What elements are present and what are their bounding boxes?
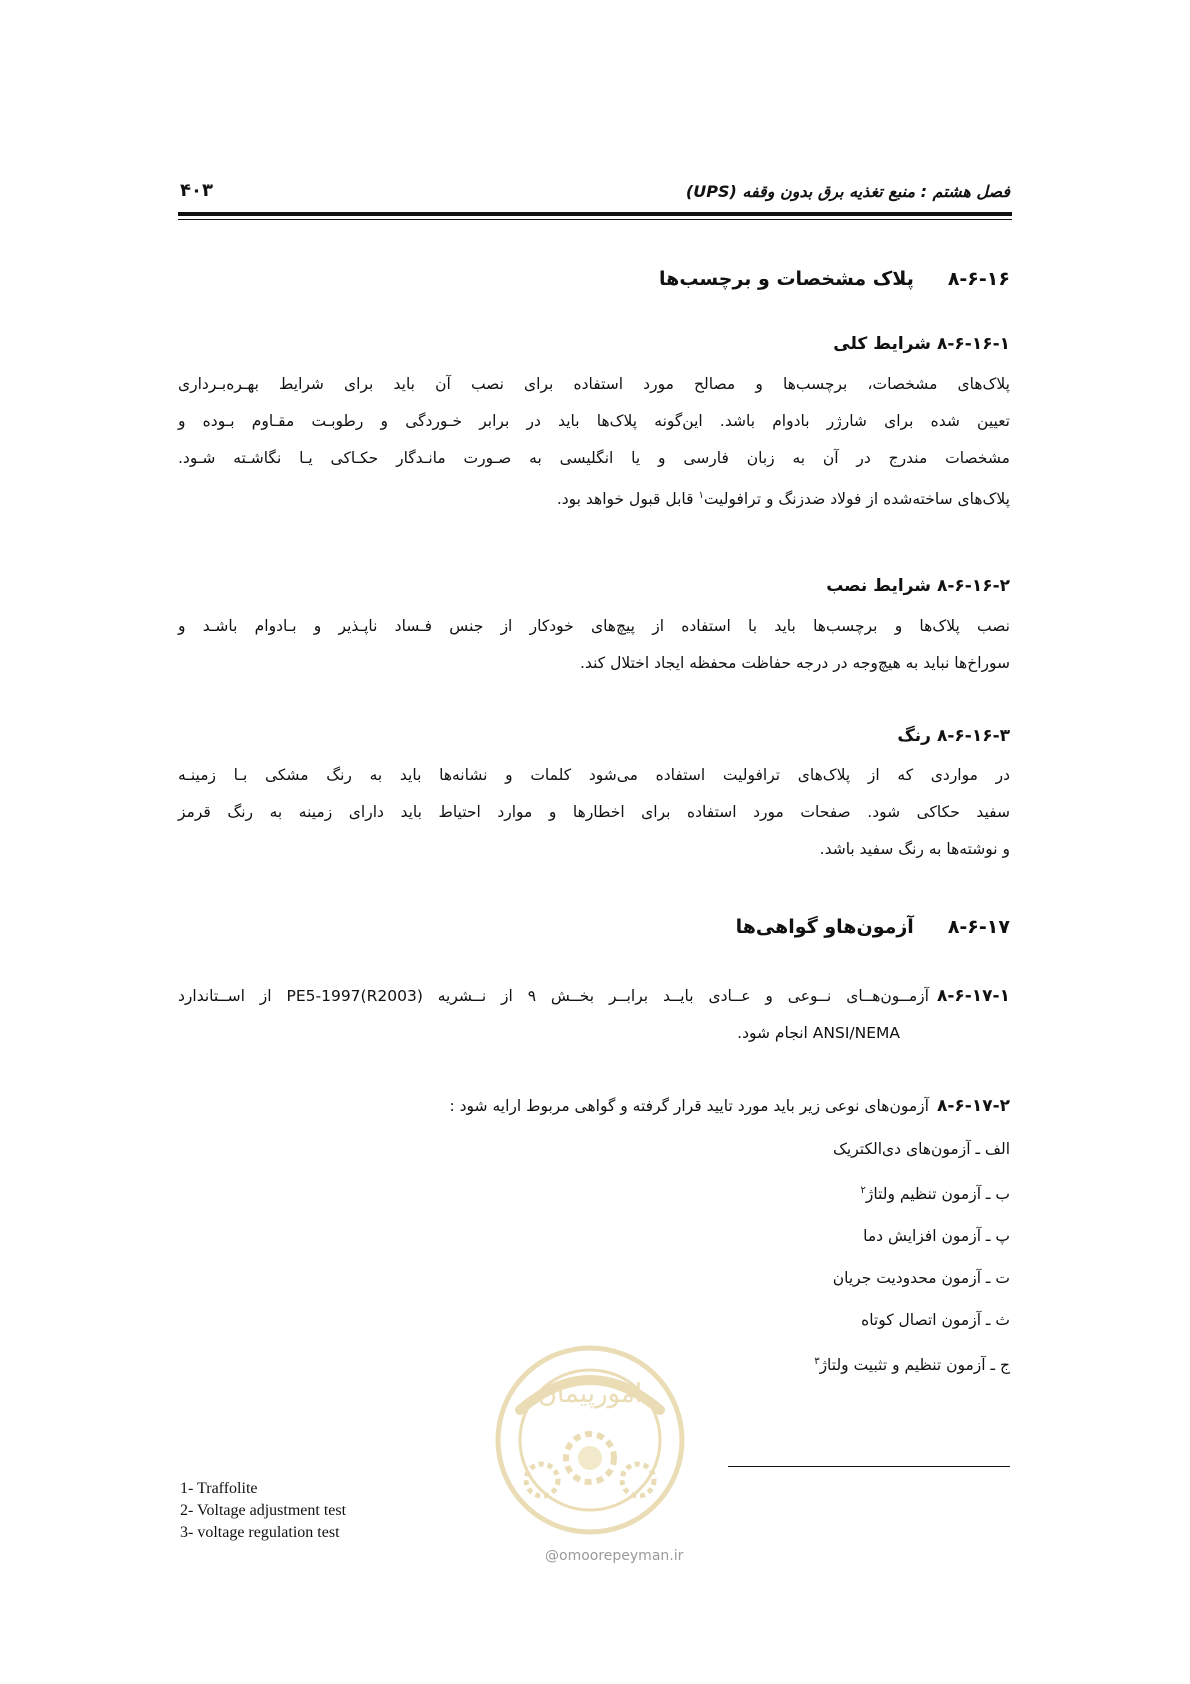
list-item-text: پ ـ آزمون افزایش دما	[863, 1227, 1010, 1246]
list-item	[814, 1257, 1010, 1299]
subsection-number: ۸-۶-۱۶-۳	[936, 726, 1010, 746]
subsection-title: شرایط نصب	[826, 576, 931, 596]
paragraph-line-text: پلاک‌های ساخته‌شده از فولاد ضدزنگ و ترافولیت	[703, 490, 1010, 509]
list-item-text: ت ـ آزمون محدودیت جریان	[832, 1269, 1010, 1288]
subsection-number: ۸-۶-۱۶-۲	[936, 576, 1010, 596]
paragraph-line: سفید حکاکی شود. صفحات مورد استفاده برای اخطارها و موارد احتیاط باید دارای زمینه به رنگ قرمز	[178, 803, 1010, 821]
list-item	[814, 1215, 1010, 1257]
watermark-url: @omoorepeyman.ir	[545, 1548, 684, 1564]
footnote-ref-2: ۲	[860, 1185, 866, 1196]
footnote: 2- Voltage adjustment test	[180, 1502, 347, 1519]
item-17-1	[178, 978, 1010, 1052]
paragraph-line-last	[178, 477, 1010, 518]
list-item-text: ث ـ آزمون اتصال کوتاه	[861, 1311, 1010, 1330]
section-17-heading	[736, 916, 1010, 938]
seal-text: امورپیمان	[537, 1379, 643, 1409]
item-text: آزمــون‌هــای نــوعی و عــادی بایــد برابــر بخــش ۹ از نــشریه (PE5-1997(R2003 از اســتاندارد	[178, 987, 929, 1005]
subsection-16-1-heading	[833, 334, 1010, 354]
paragraph-line: تعیین شده برای شارژر بادوام باشد. این‌گونه پلاک‌ها باید در برابر خـوردگی و رطوبـت مقـاوم بـوده و	[178, 412, 1010, 430]
paragraph-line: مشخصات مندرج در آن به زبان فارسی و یا انگلیسی به صـورت مانـدگار حکـاکی یـا نگاشـته شـود.	[178, 449, 1010, 467]
paragraph-line-end: قابل قبول خواهد بود.	[556, 490, 699, 509]
item-number: ۸-۶-۱۷-۱	[936, 986, 1010, 1006]
footnote: 1- Traffolite	[180, 1480, 258, 1497]
paragraph-line: نصب پلاک‌ها و برچسب‌ها باید با استفاده از پیچ‌های خودکار از جنس فـساد ناپـذیر و بـادوام باشـد و	[178, 617, 1010, 635]
section-number: ۸-۶-۱۷	[947, 916, 1010, 938]
list-item	[814, 1128, 1010, 1170]
watermark-seal-icon	[490, 1340, 690, 1540]
subsection-title: رنگ	[897, 726, 931, 746]
item-number: ۸-۶-۱۷-۲	[936, 1096, 1010, 1116]
paragraph-line: در مواردی که از پلاک‌های ترافولیت استفاده می‌شود کلمات و نشانه‌ها باید به رنگ مشکی بـا زمینـه	[178, 766, 1010, 784]
list-item-text: الف ـ آزمون‌های دی‌الکتریک	[833, 1140, 1010, 1158]
paragraph-16-3	[178, 757, 1010, 868]
subsection-16-3-heading	[897, 726, 1010, 746]
item-text: آزمون‌های نوعی زیر باید مورد تایید قرار گرفته و گواهی مربوط ارایه شود :	[449, 1097, 929, 1115]
section-title: پلاک مشخصات و برچسب‌ها	[659, 268, 914, 290]
list-item-text: ب ـ آزمون تنظیم ولتاژ	[865, 1185, 1010, 1204]
header-rule-thin	[178, 219, 1012, 220]
footnote: 3- voltage regulation test	[180, 1524, 340, 1541]
footnotes	[180, 1478, 346, 1544]
paragraph-line: پلاک‌های مشخصات، برچسب‌ها و مصالح مورد استفاده برای نصب آن باید برای شرایط بهـره‌بـرداری	[178, 375, 1010, 393]
section-title: آزمون‌هاو گواهی‌ها	[735, 916, 914, 938]
list-item	[814, 1341, 1010, 1386]
list-item	[814, 1299, 1010, 1341]
paragraph-line: سوراخ‌ها نباید به هیچ‌وجه در درجه حفاظت محفظه ایجاد اختلال کند.	[580, 654, 1010, 672]
paragraph-line: و نوشته‌ها به رنگ سفید باشد.	[819, 840, 1010, 858]
footnote-ref-3: ۳	[814, 1356, 820, 1368]
paragraph-16-2	[178, 608, 1010, 682]
paragraph-16-1	[178, 366, 1010, 518]
header-rule-thick	[178, 212, 1012, 216]
item-line-cont: ANSI/NEMA انجام شود.	[737, 1024, 900, 1042]
footnote-separator	[728, 1466, 1010, 1467]
section-16-heading	[659, 268, 1010, 290]
running-header-title: فصل هشتم : منبع تغذیه برق بدون وقفه (UPS)	[685, 182, 1010, 201]
list-item	[814, 1170, 1010, 1215]
subsection-number: ۸-۶-۱۶-۱	[936, 334, 1010, 354]
item-17-2	[178, 1088, 1010, 1125]
footnote-ref-1: ۱	[698, 490, 704, 501]
page-number: ۴۰۳	[180, 180, 213, 201]
item-line	[178, 978, 1010, 1015]
subsection-16-2-heading	[826, 576, 1010, 596]
list-item-text: ج ـ آزمون تنظیم و تثبیت ولتاژ	[819, 1356, 1010, 1375]
section-number: ۸-۶-۱۶	[947, 268, 1010, 290]
test-list	[814, 1128, 1010, 1386]
subsection-title: شرایط کلی	[833, 334, 931, 354]
